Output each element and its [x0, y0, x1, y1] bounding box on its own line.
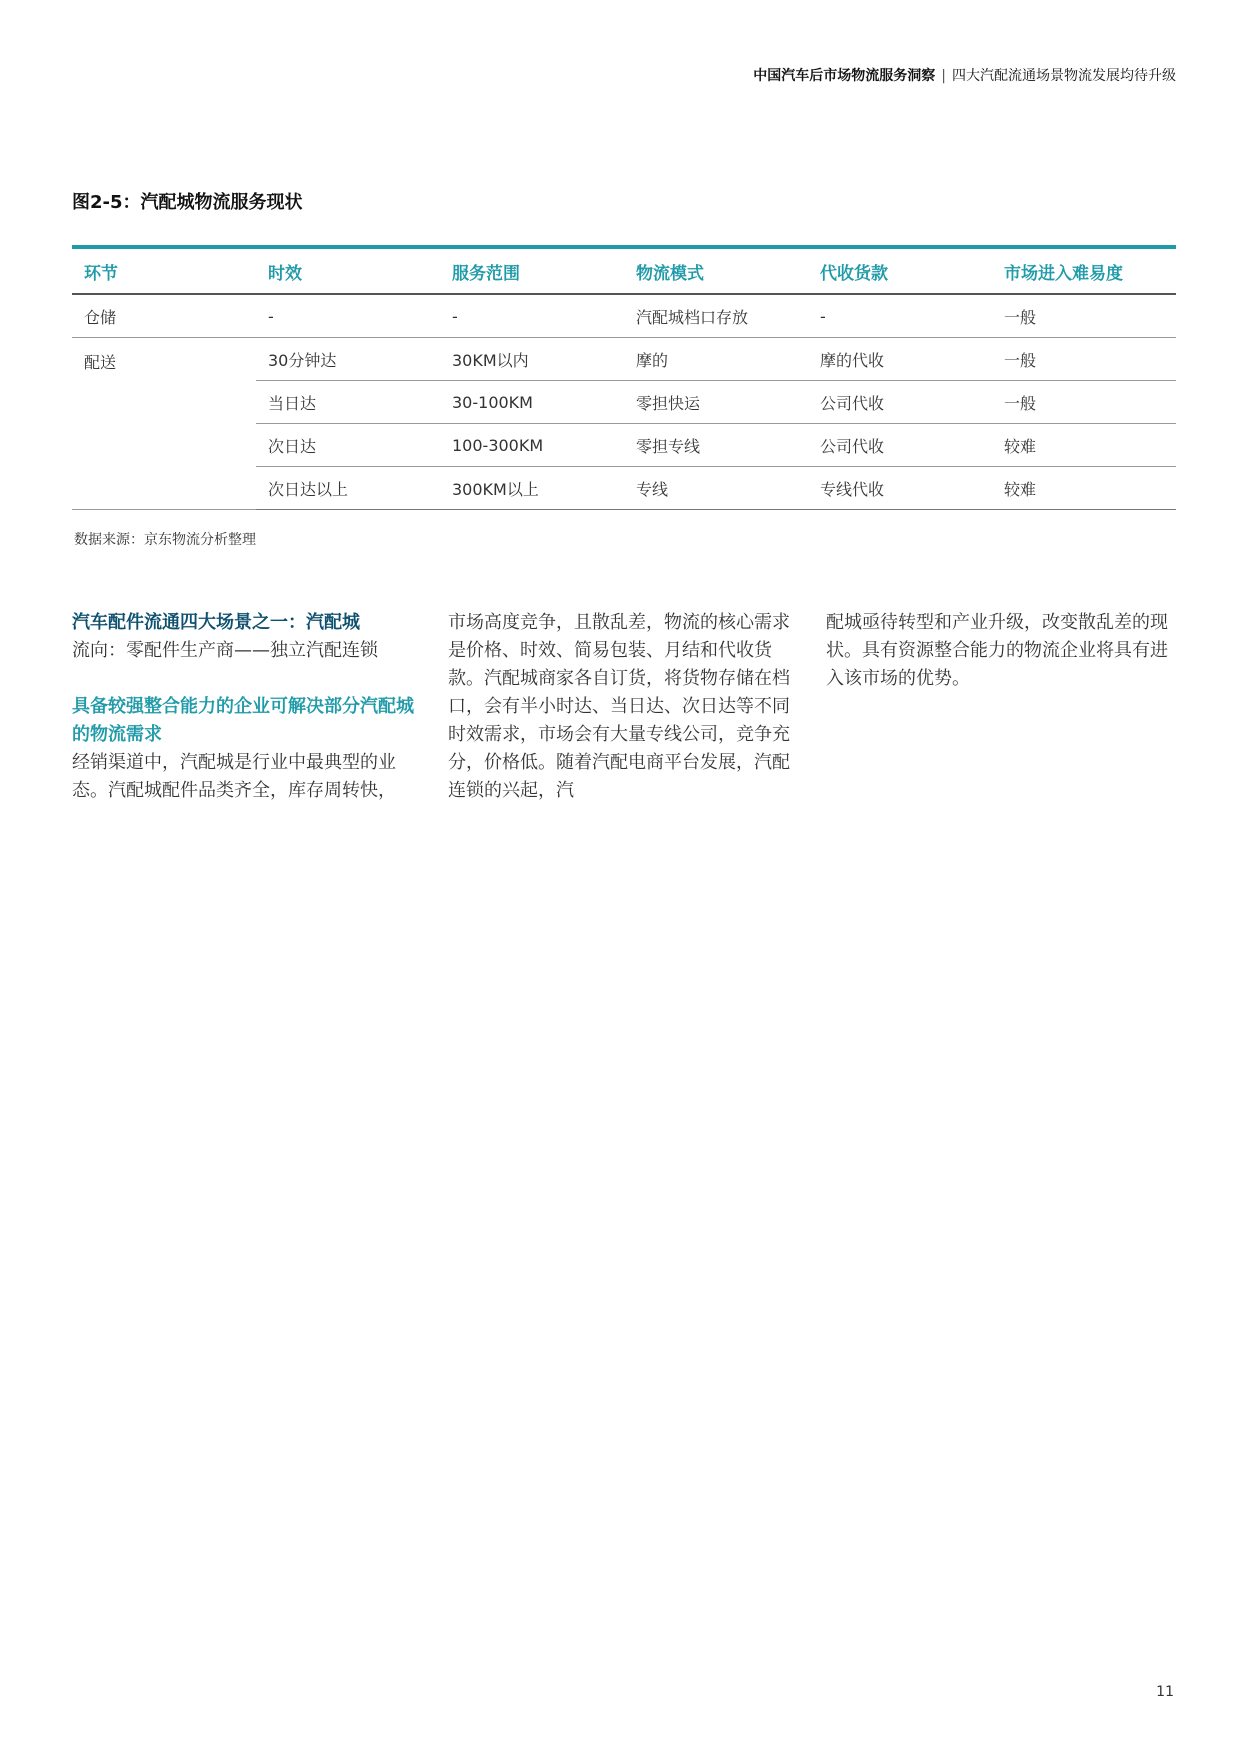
figure-title: 图2-5：汽配城物流服务现状: [72, 192, 303, 213]
data-source-note: 数据来源：京东物流分析整理: [74, 532, 256, 548]
logistics-service-table: [72, 245, 1176, 510]
table-cell: 一般: [992, 381, 1176, 424]
table-cell: 当日达: [256, 381, 440, 424]
table-row: [72, 294, 1176, 338]
table-row: [72, 338, 1176, 381]
table-cell: 300KM以上: [440, 467, 624, 510]
table-cell: -: [808, 294, 992, 338]
text-column-3: [826, 609, 1171, 693]
table-cell: 次日达以上: [256, 467, 440, 510]
table-cell: 次日达: [256, 424, 440, 467]
table-cell: 较难: [992, 467, 1176, 510]
column-header: 环节: [72, 247, 256, 294]
table-cell: 汽配城档口存放: [624, 294, 808, 338]
column-header: 物流模式: [624, 247, 808, 294]
column-header: 时效: [256, 247, 440, 294]
body-paragraph: 配城亟待转型和产业升级，改变散乱差的现状。具有资源整合能力的物流企业将具有进入该市场的优势。: [826, 612, 1168, 689]
table-cell: 零担快运: [624, 381, 808, 424]
section-heading: 汽车配件流通四大场景之一：汽配城: [72, 612, 360, 633]
body-paragraph: 市场高度竞争，且散乱差，物流的核心需求是价格、时效、简易包装、月结和代收货款。汽配城商家各自订货，将货物存储在档口，会有半小时达、当日达、次日达等不同时效需求，市场会有大量专线公司，竞争充分，价格低。随着汽配电商平台发展，汽配连锁的兴起，汽: [448, 612, 790, 801]
header-separator: |: [941, 68, 946, 84]
table-cell: 零担专线: [624, 424, 808, 467]
table-cell: 30分钟达: [256, 338, 440, 381]
table-cell: 公司代收: [808, 381, 992, 424]
column-header: 市场进入难易度: [992, 247, 1176, 294]
table-cell: 100-300KM: [440, 424, 624, 467]
table-cell: 摩的代收: [808, 338, 992, 381]
table-cell: 公司代收: [808, 424, 992, 467]
table-cell: -: [440, 294, 624, 338]
flow-line: 流向：零配件生产商——独立汽配连锁: [72, 640, 378, 661]
table-cell: 专线代收: [808, 467, 992, 510]
table-cell: 一般: [992, 338, 1176, 381]
section-title: 四大汽配流通场景物流发展均待升级: [952, 68, 1176, 84]
table-header-row: [72, 247, 1176, 294]
table-cell: 30KM以内: [440, 338, 624, 381]
column-header: 代收货款: [808, 247, 992, 294]
body-paragraph: 经销渠道中，汽配城是行业中最典型的业态。汽配城配件品类齐全，库存周转快，: [72, 752, 396, 801]
table-cell: 摩的: [624, 338, 808, 381]
table-cell: 30-100KM: [440, 381, 624, 424]
text-column-2: [448, 609, 793, 805]
page-number: 11: [1156, 1684, 1174, 1700]
sub-heading: 具备较强整合能力的企业可解决部分汽配城的物流需求: [72, 696, 414, 745]
table-cell: 仓储: [72, 294, 256, 338]
column-header: 服务范围: [440, 247, 624, 294]
table-cell-group: 配送: [72, 338, 256, 510]
report-title: 中国汽车后市场物流服务洞察: [753, 68, 936, 84]
table-cell: 较难: [992, 424, 1176, 467]
table-cell: 一般: [992, 294, 1176, 338]
table-cell: 专线: [624, 467, 808, 510]
text-column-1: [72, 609, 417, 805]
running-header: [753, 66, 1176, 86]
table-cell: -: [256, 294, 440, 338]
